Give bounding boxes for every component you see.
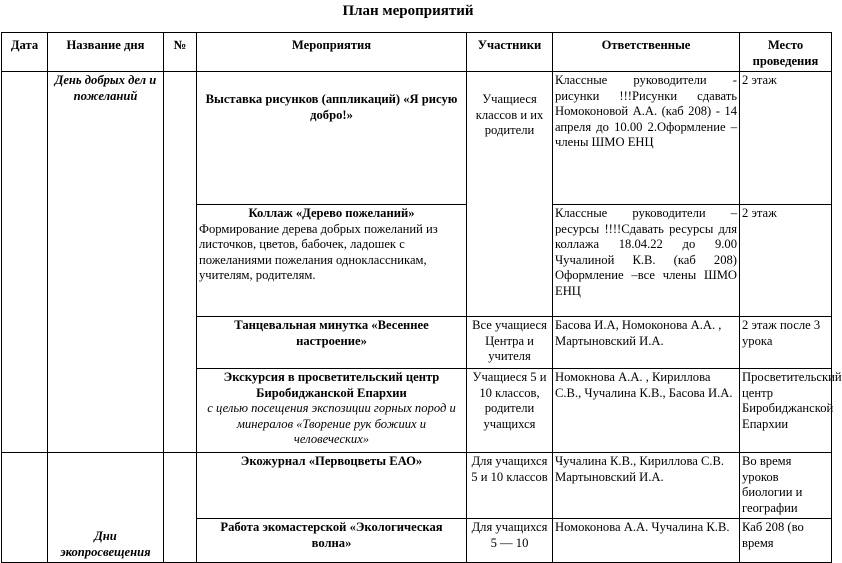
header-date: Дата bbox=[2, 33, 48, 72]
day-name-label: День добрых дел и пожеланий bbox=[54, 73, 157, 103]
place-text: Просветительский центр Биробиджанской Епархии bbox=[742, 370, 842, 431]
table-row bbox=[2, 72, 832, 205]
place-cell bbox=[740, 369, 842, 453]
event-cell bbox=[197, 519, 467, 563]
responsible-cell bbox=[553, 453, 740, 519]
place-cell bbox=[740, 519, 832, 563]
event-cell bbox=[197, 205, 467, 317]
responsible-cell bbox=[553, 317, 740, 369]
responsible-cell bbox=[553, 205, 740, 317]
participants-text: Учащиеся 5 и 10 классов, родители учащихся bbox=[472, 370, 547, 431]
participants-cell bbox=[467, 453, 553, 519]
place-text: 2 этаж bbox=[742, 73, 777, 87]
header-number: № bbox=[164, 33, 197, 72]
responsible-cell bbox=[553, 72, 740, 205]
event-description: с целью посещения экспозиции горных пород и минералов «Творение рук божиих и человеческих» bbox=[207, 401, 456, 446]
participants-text: Учащиеся классов и их родители bbox=[475, 92, 544, 137]
event-title: Работа экомастерской «Экологическая волна» bbox=[220, 520, 443, 550]
header-events: Мероприятия bbox=[197, 33, 467, 72]
event-title: Танцевальная минутка «Весеннее настроение» bbox=[234, 318, 429, 348]
place-text: 2 этаж bbox=[742, 206, 777, 220]
day-name-cell bbox=[48, 72, 164, 453]
responsible-text: Чучалина К.В., Кириллова С.В. Мартыновский И.А. bbox=[555, 454, 725, 484]
day-name-cell bbox=[48, 453, 164, 563]
event-description: Формирование дерева добрых пожеланий из листочков, цветов, бабочек, ладошек с пожеланиями пожелания одноклассникам, учителям, родителям. bbox=[199, 221, 438, 282]
place-text: Каб 208 (во время bbox=[742, 520, 804, 550]
date-cell bbox=[2, 453, 48, 563]
number-cell bbox=[164, 72, 197, 453]
participants-cell bbox=[467, 369, 553, 453]
table-header-row bbox=[2, 33, 832, 72]
responsible-text: Басова И.А, Номоконова А.А. , Мартыновский И.А. bbox=[555, 318, 722, 348]
table-row bbox=[2, 453, 832, 519]
responsible-cell bbox=[553, 369, 740, 453]
date-cell bbox=[2, 72, 48, 453]
header-participants: Участники bbox=[467, 33, 553, 72]
event-cell bbox=[197, 453, 467, 519]
responsible-cell bbox=[553, 519, 740, 563]
place-cell bbox=[740, 317, 832, 369]
place-cell bbox=[740, 205, 832, 317]
responsible-text: Номокнова А.А. , Кириллова С.В., Чучалина К.В., Басова И.А. bbox=[555, 370, 733, 400]
event-title: Экскурсия в просветительский центр Биробиджанской Епархии bbox=[223, 370, 440, 400]
event-title: Экожурнал «Первоцветы ЕАО» bbox=[240, 454, 423, 468]
place-text: Во время уроков биологии и географии bbox=[742, 454, 803, 515]
participants-text: Все учащиеся Центра и учителя bbox=[472, 318, 547, 363]
number-cell bbox=[164, 453, 197, 563]
responsible-text: Номоконова А.А. Чучалина К.В. bbox=[555, 520, 730, 534]
participants-text: Для учащихся 5 — 10 bbox=[471, 520, 548, 550]
header-place: Место проведения bbox=[740, 33, 832, 72]
header-day-name: Название дня bbox=[48, 33, 164, 72]
participants-cell bbox=[467, 72, 553, 317]
participants-text: Для учащихся 5 и 10 классов bbox=[471, 454, 548, 484]
event-title: Выставка рисунков (аппликаций) «Я рисую добро!» bbox=[205, 92, 458, 122]
place-cell bbox=[740, 72, 832, 205]
participants-cell bbox=[467, 519, 553, 563]
event-title: Коллаж «Дерево пожеланий» bbox=[248, 206, 415, 220]
event-cell bbox=[197, 317, 467, 369]
place-text: 2 этаж после 3 урока bbox=[742, 318, 821, 348]
participants-cell bbox=[467, 317, 553, 369]
day-name-label: Дни экопросвещения bbox=[60, 529, 151, 559]
place-cell bbox=[740, 453, 832, 519]
responsible-text: Классные руководители - рисунки !!!Рисунки сдавать Номоконовой А.А. (каб 208) - 14 апреля до 10.00 2.Оформление – члены ШМО ЕНЦ bbox=[555, 73, 737, 149]
document-title: План мероприятий bbox=[342, 3, 474, 19]
event-cell bbox=[197, 369, 467, 453]
header-responsible: Ответственные bbox=[553, 33, 740, 72]
responsible-text: Классные руководители – ресурсы !!!!Сдавать ресурсы для коллажа 18.04.22 до 9.00 Чучалиной К.В. (каб 208) Оформление –все члены ШМО ЕНЦ bbox=[555, 206, 737, 298]
events-plan-table bbox=[1, 32, 842, 563]
event-cell bbox=[197, 72, 467, 205]
